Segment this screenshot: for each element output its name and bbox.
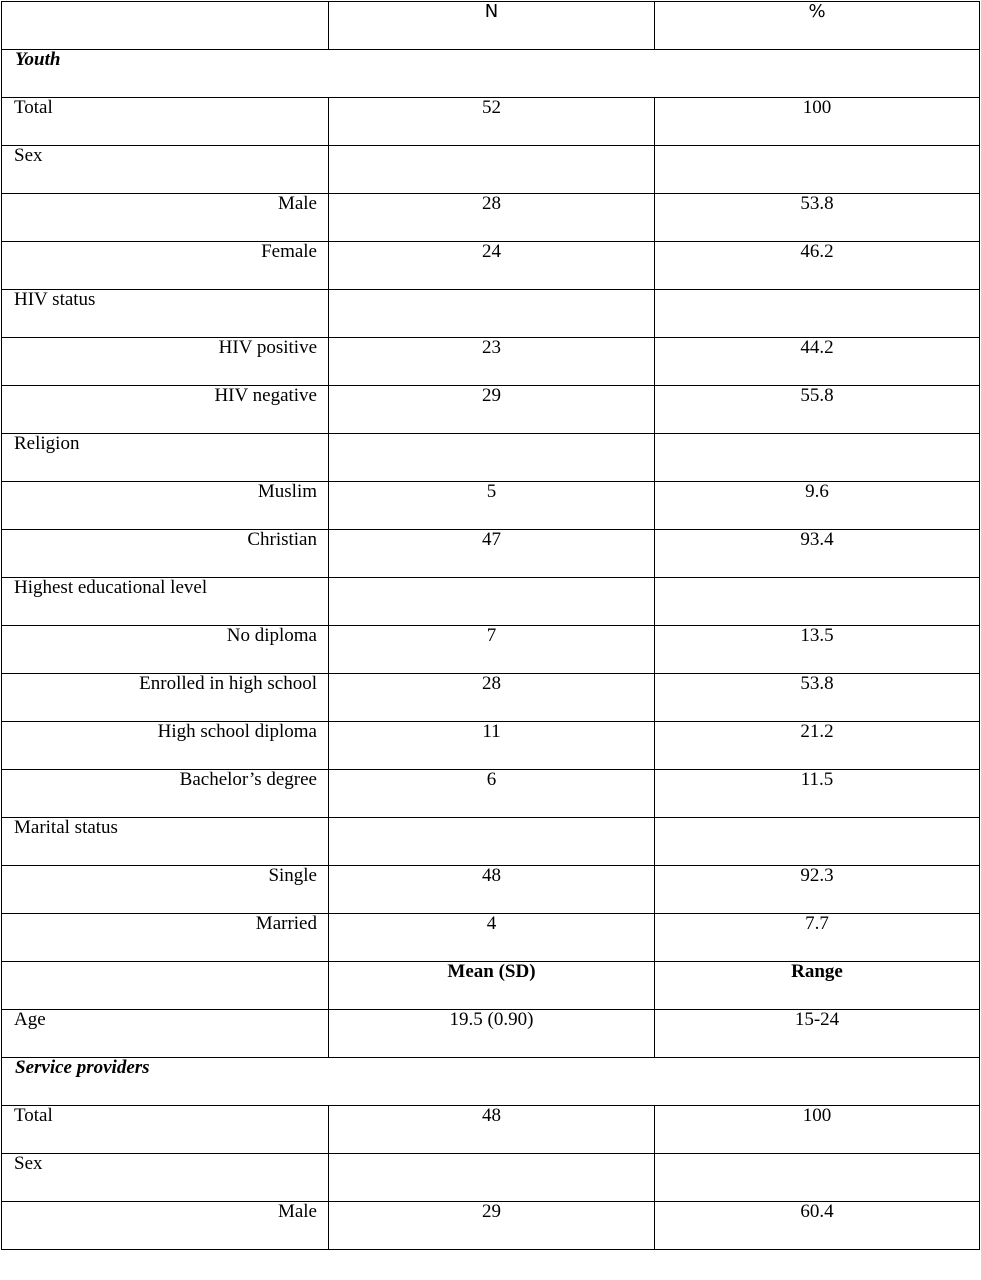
pct-cell (655, 194, 980, 242)
pct-cell (655, 1106, 980, 1154)
section-title-providers: Service providers (15, 1057, 150, 1078)
category-label-cell (2, 818, 329, 866)
section-title-cell (2, 1058, 980, 1106)
category-label: Sex (14, 1153, 43, 1174)
empty-cell (2, 962, 329, 1010)
pct-cell (655, 386, 980, 434)
pct-value: 9.6 (805, 481, 829, 502)
table-row (2, 578, 980, 626)
sub-label: Female (261, 241, 317, 262)
pct-value: 100 (802, 97, 832, 118)
table-row (2, 1154, 980, 1202)
n-cell (329, 674, 655, 722)
table-row (2, 482, 980, 530)
pct-value: 11.5 (800, 769, 834, 790)
n-value: 47 (482, 529, 501, 550)
sub-label-cell (2, 674, 329, 722)
category-label: Religion (14, 433, 80, 454)
category-label-cell (2, 290, 329, 338)
n-cell (329, 626, 655, 674)
n-value: 6 (486, 769, 497, 790)
pct-cell (655, 482, 980, 530)
sub-label-cell (2, 386, 329, 434)
sub-label: HIV negative (214, 385, 317, 406)
n-cell (329, 1106, 655, 1154)
table-row (2, 1010, 980, 1058)
n-value: 4 (486, 913, 497, 934)
header-pct-cell (655, 2, 980, 50)
sub-label-cell (2, 626, 329, 674)
sub-label: Muslim (257, 481, 317, 502)
pct-value: 46.2 (800, 241, 834, 262)
category-label-cell (2, 146, 329, 194)
table-row (2, 626, 980, 674)
n-value: 28 (482, 193, 501, 214)
pct-value: 93.4 (800, 529, 834, 550)
n-value: 24 (482, 241, 501, 262)
pct-value: 55.8 (800, 385, 834, 406)
pct-value: 21.2 (800, 721, 834, 742)
sub-label: No diploma (226, 625, 317, 646)
n-value: 28 (482, 673, 501, 694)
sub-label-cell (2, 530, 329, 578)
mean-sd-value: 19.5 (0.90) (449, 1009, 534, 1030)
sub-label-cell (2, 482, 329, 530)
n-value: 48 (482, 1105, 501, 1126)
n-value: 23 (482, 337, 501, 358)
table-row (2, 770, 980, 818)
pct-cell (655, 866, 980, 914)
sub-label: Married (255, 913, 317, 934)
empty-cell (655, 434, 980, 482)
mean-sd-cell (329, 1010, 655, 1058)
category-label: Highest educational level (14, 577, 208, 598)
empty-cell (655, 818, 980, 866)
pct-value: 60.4 (800, 1201, 834, 1222)
header-pct-text: % (808, 1, 826, 22)
pct-cell (655, 674, 980, 722)
n-value: 29 (482, 385, 501, 406)
n-cell (329, 98, 655, 146)
table-row (2, 290, 980, 338)
n-cell (329, 338, 655, 386)
age-header-row (2, 962, 980, 1010)
table-row (2, 674, 980, 722)
pct-cell (655, 626, 980, 674)
table-row (2, 386, 980, 434)
empty-cell (329, 146, 655, 194)
sub-label-cell (2, 722, 329, 770)
pct-value: 100 (802, 1105, 832, 1126)
mean-sd-header-cell (329, 962, 655, 1010)
row-label: Total (14, 97, 53, 118)
empty-cell (655, 578, 980, 626)
range-header: Range (791, 961, 843, 982)
n-cell (329, 194, 655, 242)
table-row (2, 434, 980, 482)
range-header-cell (655, 962, 980, 1010)
table-row (2, 866, 980, 914)
pct-cell (655, 1202, 980, 1250)
n-value: 11 (482, 721, 501, 742)
sub-label: Enrolled in high school (139, 673, 317, 694)
n-cell (329, 530, 655, 578)
table-header-row (2, 2, 980, 50)
n-value: 52 (482, 97, 501, 118)
sub-label-cell (2, 1202, 329, 1250)
sub-label: HIV positive (218, 337, 317, 358)
pct-value: 7.7 (805, 913, 829, 934)
n-cell (329, 1202, 655, 1250)
sub-label-cell (2, 338, 329, 386)
n-value: 29 (482, 1201, 501, 1222)
table-row (2, 1106, 980, 1154)
row-label-cell (2, 98, 329, 146)
section-row-providers (2, 1058, 980, 1106)
sub-label-cell (2, 194, 329, 242)
row-label-cell (2, 1106, 329, 1154)
sub-label: Bachelor’s degree (179, 769, 317, 790)
mean-sd-header: Mean (SD) (447, 961, 536, 982)
category-label-cell (2, 434, 329, 482)
n-value: 7 (486, 625, 497, 646)
pct-value: 92.3 (800, 865, 834, 886)
pct-value: 53.8 (800, 673, 834, 694)
category-label-cell (2, 578, 329, 626)
empty-cell (329, 290, 655, 338)
category-label-cell (2, 1154, 329, 1202)
header-blank-cell (2, 2, 329, 50)
demographics-table (1, 1, 980, 1250)
pct-cell (655, 770, 980, 818)
range-value: 15-24 (794, 1009, 840, 1030)
n-cell (329, 770, 655, 818)
sub-label: Male (277, 193, 317, 214)
empty-cell (655, 290, 980, 338)
section-title-youth: Youth (15, 49, 61, 70)
empty-cell (329, 1154, 655, 1202)
sub-label: Single (268, 865, 317, 886)
n-cell (329, 242, 655, 290)
table-row (2, 98, 980, 146)
n-value: 48 (482, 865, 501, 886)
pct-cell (655, 530, 980, 578)
header-n-cell (329, 2, 655, 50)
table-row (2, 818, 980, 866)
table-row (2, 914, 980, 962)
category-label: Marital status (14, 817, 118, 838)
table-row (2, 242, 980, 290)
pct-cell (655, 722, 980, 770)
table-row (2, 338, 980, 386)
sub-label: High school diploma (157, 721, 317, 742)
n-cell (329, 914, 655, 962)
empty-cell (329, 818, 655, 866)
row-label-cell (2, 1010, 329, 1058)
n-cell (329, 866, 655, 914)
table-row (2, 146, 980, 194)
sub-label: Male (277, 1201, 317, 1222)
sub-label-cell (2, 242, 329, 290)
header-n-text: N (484, 1, 499, 22)
row-label: Total (14, 1105, 53, 1126)
table-row (2, 194, 980, 242)
sub-label: Christian (247, 529, 317, 550)
n-value: 5 (486, 481, 497, 502)
category-label: Sex (14, 145, 43, 166)
pct-value: 53.8 (800, 193, 834, 214)
pct-cell (655, 242, 980, 290)
n-cell (329, 482, 655, 530)
pct-cell (655, 914, 980, 962)
empty-cell (329, 578, 655, 626)
empty-cell (655, 1154, 980, 1202)
sub-label-cell (2, 866, 329, 914)
n-cell (329, 722, 655, 770)
pct-value: 44.2 (800, 337, 834, 358)
table-row (2, 722, 980, 770)
category-label: HIV status (14, 289, 96, 310)
sub-label-cell (2, 770, 329, 818)
pct-cell (655, 98, 980, 146)
row-label: Age (14, 1009, 46, 1030)
pct-value: 13.5 (800, 625, 834, 646)
section-row-youth (2, 50, 980, 98)
range-cell (655, 1010, 980, 1058)
empty-cell (329, 434, 655, 482)
sub-label-cell (2, 914, 329, 962)
pct-cell (655, 338, 980, 386)
table-row (2, 530, 980, 578)
table-row (2, 1202, 980, 1250)
section-title-cell (2, 50, 980, 98)
empty-cell (655, 146, 980, 194)
n-cell (329, 386, 655, 434)
